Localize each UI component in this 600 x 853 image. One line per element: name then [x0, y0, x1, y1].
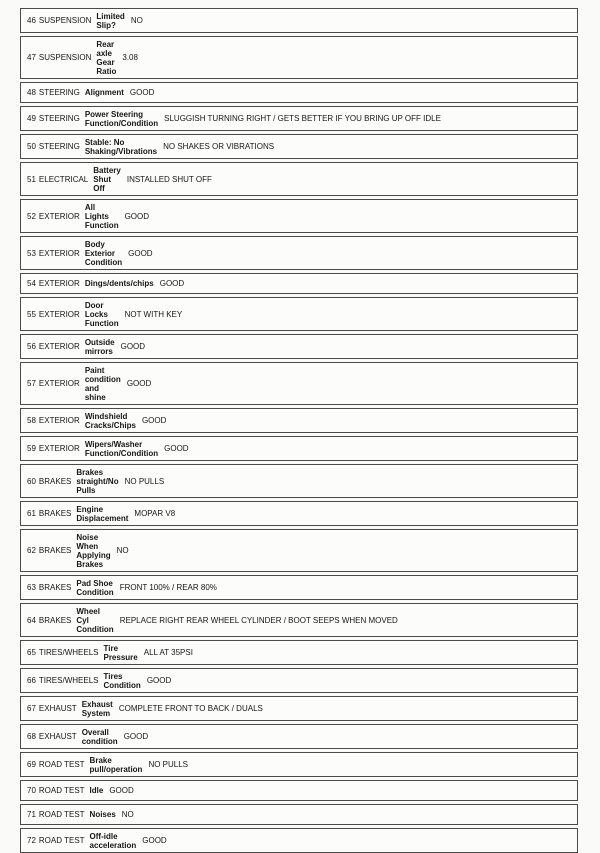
item-cell: Tires Condition — [103, 671, 141, 690]
item-cell: Battery Shut Off — [93, 165, 121, 193]
row-number: 52 — [27, 211, 36, 221]
item-cell: Paint condition and shine — [84, 365, 121, 402]
category-cell: ROAD TEST — [38, 786, 85, 795]
value-cell: ALL AT 35PSI — [143, 648, 193, 657]
table-row — [20, 464, 578, 498]
table-row — [20, 134, 578, 159]
row-number: 61 — [27, 509, 36, 518]
row-number: 71 — [27, 810, 36, 819]
row-number: 58 — [27, 416, 36, 425]
row-number: 50 — [27, 142, 36, 151]
value-cell: GOOD — [126, 379, 152, 388]
table-row — [20, 106, 578, 131]
table-row — [20, 408, 578, 433]
table-row — [20, 724, 578, 749]
category-cell: BRAKES — [38, 476, 72, 486]
value-cell: GOOD — [120, 342, 146, 351]
table-row — [20, 603, 578, 637]
row-number: 46 — [27, 16, 36, 25]
table-row — [20, 780, 578, 801]
category-cell: ROAD TEST — [38, 836, 85, 845]
category-cell: EXHAUST — [38, 732, 77, 741]
table-row — [20, 696, 578, 721]
category-cell: EXTERIOR — [38, 211, 80, 221]
item-cell: Engine Displacement — [76, 504, 129, 523]
item-cell: Idle — [89, 786, 104, 795]
row-number: 59 — [27, 444, 36, 453]
table-row — [20, 297, 578, 331]
category-cell: SUSPENSION — [38, 16, 92, 25]
category-cell: EXTERIOR — [38, 444, 80, 453]
item-cell: Alignment — [84, 88, 124, 97]
inspection-rows-container — [20, 8, 578, 853]
row-number: 64 — [27, 615, 36, 625]
category-cell: EXTERIOR — [38, 309, 80, 319]
item-cell: Outside mirrors — [84, 337, 115, 356]
table-row — [20, 828, 578, 853]
row-number: 66 — [27, 676, 36, 685]
category-cell: ROAD TEST — [38, 760, 85, 769]
category-cell: ROAD TEST — [38, 810, 85, 819]
item-cell: Wipers/Washer Function/Condition — [84, 439, 159, 458]
value-cell: NO PULLS — [148, 760, 189, 769]
table-row — [20, 752, 578, 777]
category-cell: TIRES/WHEELS — [38, 648, 99, 657]
row-number: 51 — [27, 174, 36, 184]
row-number: 67 — [27, 704, 36, 713]
row-number: 68 — [27, 732, 36, 741]
value-cell: NO — [116, 546, 129, 555]
item-cell: Power Steering Function/Condition — [84, 109, 159, 128]
category-cell: EXTERIOR — [38, 248, 80, 258]
item-cell: Limited Slip? — [96, 11, 125, 30]
item-cell: All Lights Function — [84, 202, 119, 230]
item-cell: Body Exterior Condition — [84, 239, 123, 267]
value-cell: NO — [121, 810, 134, 819]
value-cell: GOOD — [109, 786, 134, 795]
row-number: 49 — [27, 114, 36, 123]
category-cell: BRAKES — [38, 546, 72, 555]
item-cell: Dings/dents/chips — [84, 279, 154, 288]
value-cell: GOOD — [146, 676, 172, 685]
item-cell: Exhaust System — [81, 699, 113, 718]
value-cell: COMPLETE FRONT TO BACK / DUALS — [118, 704, 263, 713]
item-cell: Windshield Cracks/Chips — [84, 411, 136, 430]
category-cell: STEERING — [38, 114, 80, 123]
value-cell: NO — [130, 16, 143, 25]
row-number: 54 — [27, 279, 36, 288]
value-cell: GOOD — [128, 248, 153, 258]
row-number: 62 — [27, 546, 36, 555]
row-number: 56 — [27, 342, 36, 351]
category-cell: TIRES/WHEELS — [38, 676, 99, 685]
category-cell: BRAKES — [38, 509, 72, 518]
table-row — [20, 501, 578, 526]
item-cell: Off-idle acceleration — [89, 831, 137, 850]
row-number: 72 — [27, 836, 36, 845]
table-row — [20, 668, 578, 693]
category-cell: BRAKES — [38, 615, 72, 625]
value-cell: GOOD — [124, 211, 150, 221]
table-row — [20, 575, 578, 600]
value-cell: REPLACE RIGHT REAR WHEEL CYLINDER / BOOT SEEPS WHEN MOVED — [119, 615, 398, 625]
item-cell: Noise When Applying Brakes — [76, 532, 111, 569]
category-cell: SUSPENSION — [38, 53, 92, 62]
table-row — [20, 640, 578, 665]
value-cell: NO PULLS — [124, 476, 165, 486]
value-cell: GOOD — [159, 279, 185, 288]
table-row — [20, 82, 578, 103]
value-cell: GOOD — [164, 444, 189, 453]
row-number: 48 — [27, 88, 36, 97]
row-number: 70 — [27, 786, 36, 795]
value-cell: GOOD — [142, 836, 167, 845]
item-cell: Tire Pressure — [103, 643, 138, 662]
row-number: 57 — [27, 379, 36, 388]
value-cell: GOOD — [129, 88, 155, 97]
value-cell: FRONT 100% / REAR 80% — [119, 583, 217, 592]
table-row — [20, 334, 578, 359]
row-number: 47 — [27, 53, 36, 62]
item-cell: Brake pull/operation — [89, 755, 143, 774]
value-cell: NO SHAKES OR VIBRATIONS — [163, 142, 275, 151]
table-row — [20, 162, 578, 196]
category-cell: EXHAUST — [38, 704, 77, 713]
row-number: 60 — [27, 476, 36, 486]
value-cell: INSTALLED SHUT OFF — [126, 174, 212, 184]
row-number: 69 — [27, 760, 36, 769]
category-cell: EXTERIOR — [38, 416, 80, 425]
table-row — [20, 36, 578, 79]
item-cell: Wheel Cyl Condition — [76, 606, 114, 634]
category-cell: ELECTRICAL — [38, 174, 89, 184]
item-cell: Pad Shoe Condition — [76, 578, 114, 597]
row-number: 55 — [27, 309, 36, 319]
item-cell: Stable: No Shaking/Vibrations — [84, 137, 158, 156]
table-row — [20, 362, 578, 405]
item-cell: Brakes straight/No Pulls — [76, 467, 119, 495]
table-row — [20, 236, 578, 270]
row-number: 65 — [27, 648, 36, 657]
row-number: 53 — [27, 248, 36, 258]
item-cell: Noises — [89, 810, 116, 819]
category-cell: EXTERIOR — [38, 279, 80, 288]
value-cell: GOOD — [141, 416, 167, 425]
value-cell: MOPAR V8 — [134, 509, 176, 518]
row-number: 63 — [27, 583, 36, 592]
category-cell: EXTERIOR — [38, 379, 80, 388]
table-row — [20, 199, 578, 233]
table-row — [20, 273, 578, 294]
item-cell: Rear axle Gear Ratio — [96, 39, 117, 76]
table-row — [20, 529, 578, 572]
category-cell: STEERING — [38, 142, 80, 151]
table-row — [20, 436, 578, 461]
category-cell: STEERING — [38, 88, 80, 97]
category-cell: BRAKES — [38, 583, 72, 592]
value-cell: 3.08 — [122, 53, 138, 62]
table-row — [20, 804, 578, 825]
value-cell: SLUGGISH TURNING RIGHT / GETS BETTER IF YOU BRING UP OFF IDLE — [164, 114, 441, 123]
table-row — [20, 8, 578, 33]
category-cell: EXTERIOR — [38, 342, 80, 351]
item-cell: Door Locks Function — [84, 300, 119, 328]
item-cell: Overall condition — [81, 727, 118, 746]
value-cell: GOOD — [123, 732, 149, 741]
value-cell: NOT WITH KEY — [124, 309, 183, 319]
